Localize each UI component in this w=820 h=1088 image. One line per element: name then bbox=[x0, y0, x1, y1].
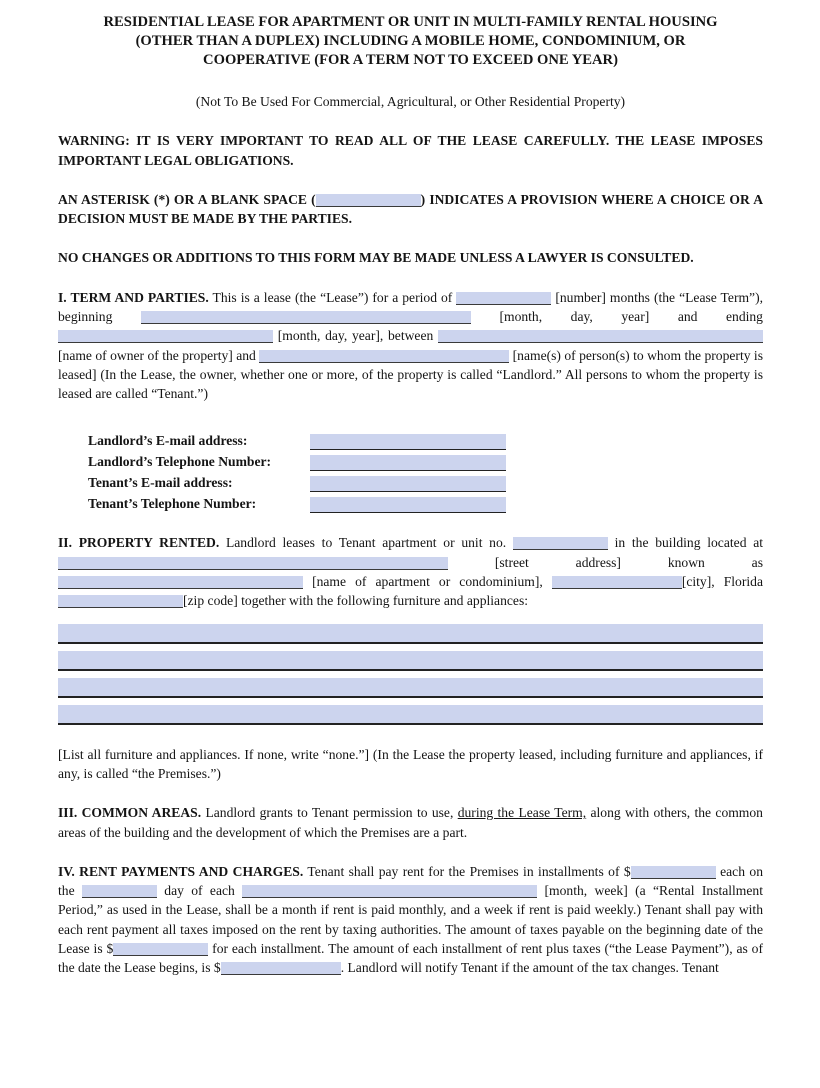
contact-label: Landlord’s Telephone Number: bbox=[88, 454, 272, 470]
text-run: [number] months (the “Lease Term”), beginning bbox=[58, 289, 764, 324]
contact-row bbox=[88, 471, 763, 492]
text-run: NO CHANGES OR ADDITIONS TO THIS FORM MAY BE MADE UNLESS A LAWYER IS CONSULTED. bbox=[58, 250, 694, 266]
text-run: [name of owner of the property] and bbox=[58, 347, 260, 363]
furniture-line-field[interactable] bbox=[58, 651, 763, 671]
text-run: This is a lease (the “Lease”) for a period of bbox=[208, 289, 457, 305]
text-run: [month, day, year], between bbox=[273, 328, 438, 344]
text-run: [name of apartment or condominium], bbox=[303, 574, 552, 590]
furniture-appliances-lines bbox=[58, 624, 763, 725]
text-run: [city], Florida bbox=[681, 574, 763, 590]
contact-row bbox=[88, 450, 763, 471]
text-run: [month, day, year] and ending bbox=[470, 308, 763, 324]
rent-period-field[interactable] bbox=[242, 885, 537, 898]
text-run: for each installment. The amount of each installment of rent plus taxes (“the Lease Payment”), as of the date the Lease begins, is $ bbox=[58, 941, 763, 976]
text-run: along with others, the common areas of the building and the development of which the Premises are a part. bbox=[58, 805, 763, 840]
lease-begin-date-field[interactable] bbox=[141, 311, 471, 324]
text-run: Tenant shall pay rent for the Premises in installments of $ bbox=[303, 863, 631, 879]
tenant-phone-field[interactable] bbox=[310, 497, 506, 513]
contact-label: Tenant’s Telephone Number: bbox=[88, 496, 257, 512]
contact-label: Tenant’s E-mail address: bbox=[88, 475, 233, 491]
rent-due-day-field[interactable] bbox=[82, 885, 157, 898]
city-field[interactable] bbox=[552, 576, 682, 589]
street-address-field[interactable] bbox=[58, 557, 448, 570]
contact-label: Landlord’s E-mail address: bbox=[88, 433, 248, 449]
furniture-note-paragraph bbox=[58, 745, 763, 784]
rent-amount-field[interactable] bbox=[631, 866, 716, 879]
text-run: [zip code] together with the following furniture and appliances: bbox=[183, 593, 529, 609]
contact-info-block bbox=[88, 429, 763, 513]
section-property-rented bbox=[58, 533, 763, 610]
zip-code-field[interactable] bbox=[58, 595, 183, 608]
text-run: ) INDICATES A PROVISION WHERE A CHOICE OR A DECISION MUST BE MADE BY THE PARTIES. bbox=[58, 191, 764, 227]
warning-paragraph bbox=[58, 131, 763, 170]
section-1-heading: I. TERM AND PARTIES. bbox=[58, 289, 209, 305]
text-run: each on the bbox=[58, 863, 763, 899]
text-run: WARNING: IT IS VERY IMPORTANT TO READ ALL OF THE LEASE CAREFULLY. THE LEASE IMPOSES IMPORTANT LEGAL OBLIGATIONS. bbox=[58, 133, 763, 168]
text-run: [street address] known as bbox=[448, 554, 763, 570]
building-name-field[interactable] bbox=[58, 576, 303, 589]
text-run: in the building located at bbox=[607, 535, 764, 551]
section-common-areas bbox=[58, 803, 763, 842]
section-term-and-parties bbox=[58, 288, 763, 404]
tenant-name-field[interactable] bbox=[259, 350, 509, 363]
text-run: [name(s) of person(s) to whom the property is leased] (In the Lease, the owner, whether one or more, of the property is called “Landlord.” All persons to whom the property is leased are called “Tenant.”) bbox=[58, 347, 763, 402]
document-body bbox=[58, 131, 763, 977]
no-changes-paragraph bbox=[58, 248, 763, 267]
section-rent-payments bbox=[58, 862, 763, 978]
text-run: . Landlord will notify Tenant if the amount of the tax changes. Tenant bbox=[340, 960, 719, 976]
during-lease-term-underlined-text: during the Lease Term, bbox=[457, 805, 587, 821]
contact-row bbox=[88, 492, 763, 513]
landlord-phone-field[interactable] bbox=[310, 455, 506, 471]
section-3-heading: III. COMMON AREAS. bbox=[58, 805, 202, 821]
text-run: day of each bbox=[156, 883, 243, 899]
text-run: Landlord grants to Tenant permission to use, bbox=[201, 805, 458, 821]
section-4-heading: IV. RENT PAYMENTS AND CHARGES. bbox=[58, 863, 304, 879]
asterisk-note-paragraph bbox=[58, 190, 763, 229]
contact-row bbox=[88, 429, 763, 450]
document-title: RESIDENTIAL LEASE FOR APARTMENT OR UNIT IN MULTI-FAMILY RENTAL HOUSING (OTHER THAN A DUPLEX) INCLUDING A MOBILE HOME, CONDOMINIUM, OR COOPERATIVE (FOR A TERM NOT TO EXCEED ONE YEAR) bbox=[103, 14, 718, 68]
section-2-heading: II. PROPERTY RENTED. bbox=[58, 535, 220, 551]
unit-number-field[interactable] bbox=[513, 537, 608, 550]
lease-period-months-field[interactable] bbox=[456, 292, 551, 305]
text-run: [List all furniture and appliances. If none, write “none.”] (In the Lease the property leased, including furniture and appliances, if any, is called “the Premises.”) bbox=[58, 746, 763, 781]
landlord-email-field[interactable] bbox=[310, 434, 506, 450]
furniture-line-field[interactable] bbox=[58, 678, 763, 698]
owner-name-field[interactable] bbox=[438, 330, 763, 343]
text-run: AN ASTERISK (*) OR A BLANK SPACE ( bbox=[58, 191, 316, 207]
tenant-email-field[interactable] bbox=[310, 476, 506, 492]
lease-end-date-field[interactable] bbox=[58, 330, 273, 343]
furniture-line-field[interactable] bbox=[58, 705, 763, 725]
tax-amount-field[interactable] bbox=[113, 943, 208, 956]
blank-space-example-field[interactable] bbox=[316, 194, 421, 207]
text-run: [month, week] (a “Rental Installment Period,” as used in the Lease, shall be a month if rent is paid monthly, and a week if rent is paid weekly.) Tenant shall pay with each rent payment all taxes imposed on the rent by taxing authorities. The amount of taxes payable on the beginning date of the Lease is $ bbox=[58, 883, 763, 957]
text-run: Landlord leases to Tenant apartment or unit no. bbox=[219, 535, 513, 551]
lease-payment-amount-field[interactable] bbox=[221, 962, 341, 975]
document-subtitle: (Not To Be Used For Commercial, Agricultural, or Other Residential Property) bbox=[195, 93, 626, 109]
furniture-line-field[interactable] bbox=[58, 624, 763, 644]
